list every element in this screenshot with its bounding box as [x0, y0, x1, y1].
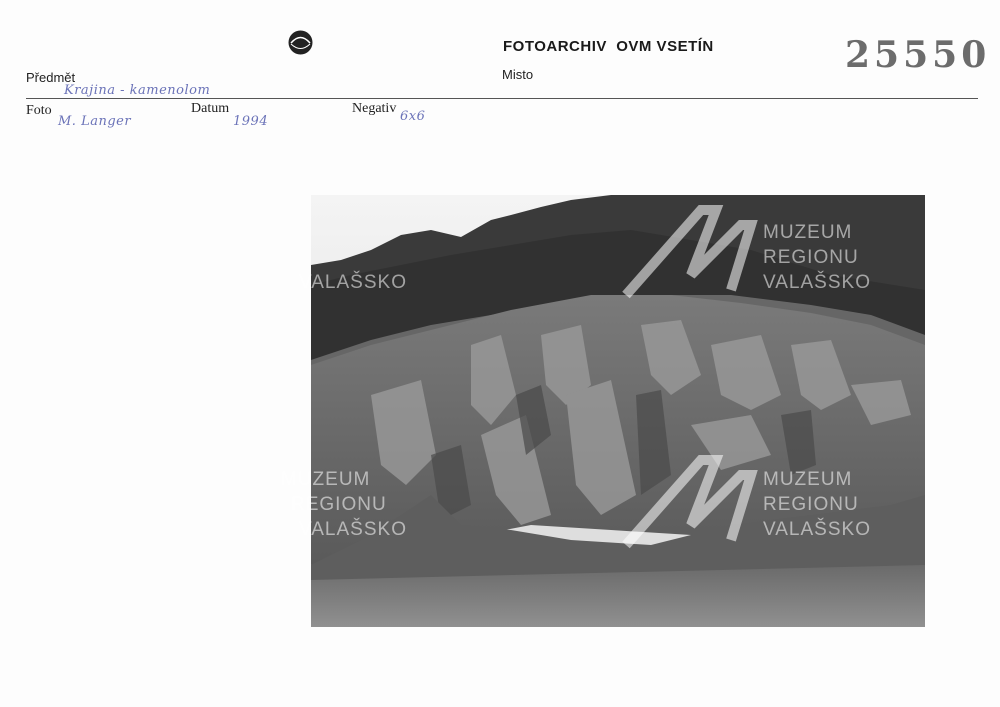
ovm-logo: [288, 30, 313, 55]
archive-number: 25550: [845, 34, 991, 76]
watermark-line3: VALAŠSKO: [299, 519, 407, 540]
header-rule: [26, 98, 978, 99]
datum-value: 1994: [233, 114, 269, 129]
watermark-line3: VALAŠSKO: [299, 272, 407, 293]
negativ-label: Negativ: [352, 101, 397, 116]
predmet-label: Předmět: [26, 70, 76, 85]
foto-value: M. Langer: [58, 114, 132, 129]
watermark-line1: MUZEUM: [763, 469, 853, 490]
archive-title: FOTOARCHIV OVM VSETÍN: [503, 38, 714, 55]
watermark-line1: MUZEUM: [763, 222, 853, 243]
predmet-value: Krajina - kamenolom: [64, 83, 211, 98]
quarry-photo: [281, 195, 925, 627]
watermark-line2: REGIONU: [763, 247, 859, 268]
negativ-value: 6x6: [400, 109, 426, 124]
watermark-line2: REGIONU: [763, 494, 859, 515]
watermark-line1: MUZEUM: [281, 469, 371, 490]
misto-label: Misto: [502, 67, 534, 82]
datum-label: Datum: [191, 101, 230, 116]
watermark-line2: REGIONU: [291, 494, 387, 515]
watermark-line3: VALAŠSKO: [763, 519, 871, 540]
watermark-line3: VALAŠSKO: [763, 272, 871, 293]
foto-label: Foto: [26, 103, 52, 118]
